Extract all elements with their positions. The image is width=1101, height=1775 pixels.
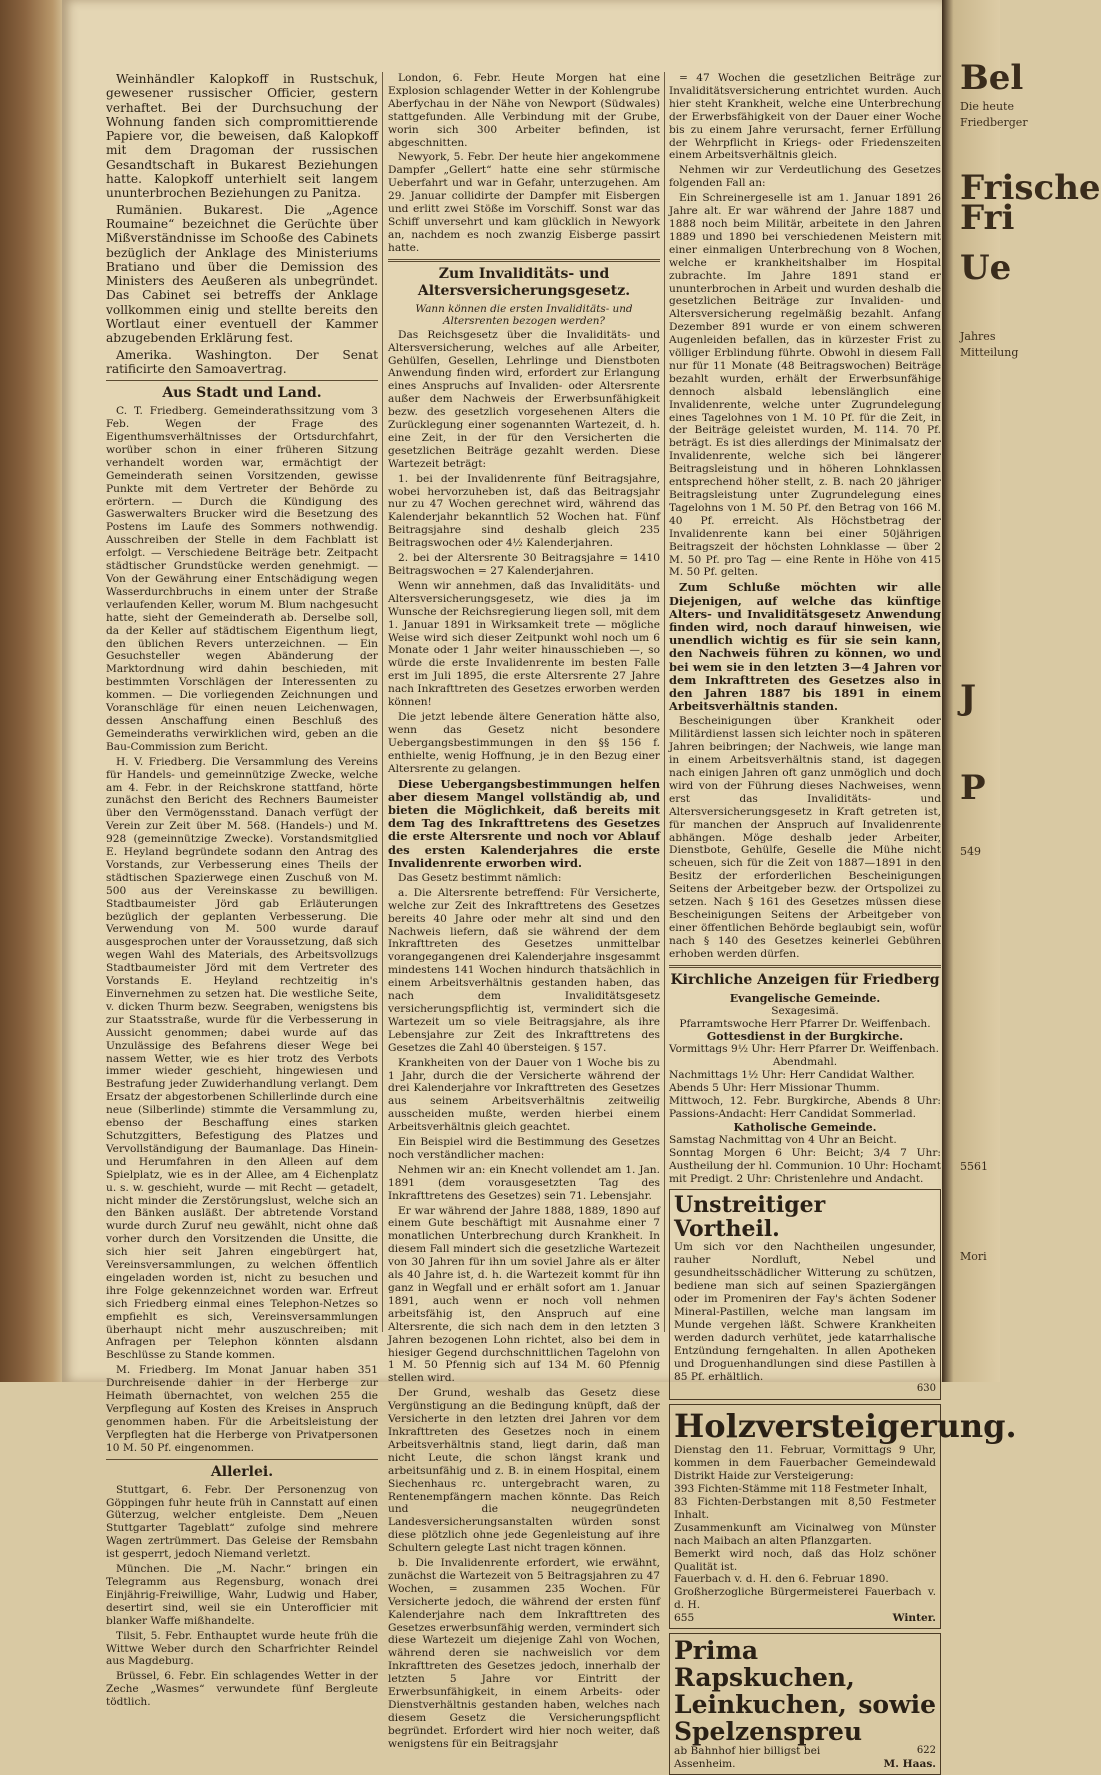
ad-line: Großherzogliche Bürgermeisterei Fauerbach v. d. H.	[674, 1586, 936, 1612]
ad-text: ab Bahnhof hier billigst bei	[674, 1745, 821, 1758]
ad-line: 393 Fichten-Stämme mit 118 Festmeter Inhalt,	[674, 1483, 928, 1496]
article-paragraph: Er war während der Jahre 1888, 1889, 1890 auf einem Gute beschäftigt mit Ausnahme einer 7 monatlichen Unterbrechung durch Krankheit. In diesem Fall mindert sich die gesetzliche Wartezeit von 30 Jahren für ihn um soviel Jahre als er älter als 40 Jahre ist, d. h. die Wartezeit kommt für ihn ganz in Wegfall und er erhält sofort am 1. Januar 1891, auch wenn er noch voll nehmen arbeitsfähig ist, den Anspruch auf eine Altersrente, die sich nach dem in den letzten 3 Jahren bezogenen Lohn richtet, also bei dem in hiesiger Gegend durchschnittlichen Tagelohn von 1 M. 50 Pfennig sich auf 134 M. 60 Pfennig stellen wird.	[388, 1204, 660, 1385]
ad-number: 622	[916, 1745, 936, 1757]
article-paragraph: Brüssel, 6. Febr. Ein schlagendes Wetter in der Zeche „Wasmes“ verwundete fünf Bergleute tödtlich.	[106, 1670, 378, 1709]
divider	[106, 1459, 378, 1460]
ad-line: Bemerkt wird noch, daß das Holz schöner Qualität ist.	[674, 1547, 936, 1573]
ad-location: Assenheim.	[674, 1757, 736, 1770]
edge-fragment: Mori	[960, 1250, 987, 1263]
emphasis-paragraph: Diese Uebergangsbestimmungen helfen aber diesem Mangel vollständig ab, und bieten die Möglichkeit, daß bereits mit dem Tag des Inkrafttretens des Gesetzes die erste Altersrente und noch vor Ablauf des ersten Kalenderjahres die erste Invalidenrente erworben wird.	[388, 776, 660, 870]
article-paragraph: Nehmen wir zur Verdeutlichung des Gesetzes folgenden Fall an:	[669, 164, 941, 190]
edge-fragment: Jahres	[960, 330, 996, 343]
divider	[106, 380, 378, 381]
edge-fragment: 5561	[960, 1160, 988, 1173]
ad-number: 630	[916, 1383, 936, 1395]
article-paragraph: Das Gesetz bestimmt nämlich:	[398, 871, 562, 884]
church-heading: Kirchliche Anzeigen für Friedberg	[670, 971, 940, 988]
church-subheading: Katholische Gemeinde.	[733, 1120, 877, 1134]
column-rule	[664, 72, 665, 1332]
column-2	[388, 72, 660, 1750]
ad-signature: Winter.	[892, 1612, 936, 1625]
divider	[669, 965, 941, 968]
edge-fragment: 549	[960, 845, 981, 858]
advertisement-holzversteigerung	[669, 1404, 1017, 1629]
section-heading: Zum Invaliditäts- und Altersversicherungsgesetz.	[417, 265, 631, 299]
edge-fragment: J	[960, 678, 977, 718]
article-paragraph: Das Reichsgesetz über die Invaliditäts- und Altersversicherung, welches auf alle Arbeiter, Gehülfen, Gesellen, Lehrlinge und Dienstboten Anwendung finden wird, erfordert zur Erlangung eines Anspruchs auf Invaliden- oder Altersrente außer dem Nachweis der Erwerbsunfähigkeit bezw. des gesetzlich vorgesehenen Alters die Zurücklegung einer sogenannten Wartezeit, d. h. eine Zeit, in der für den Versicherten die gesetzlichen Beiträge gezahlt werden. Diese Wartezeit beträgt:	[388, 328, 660, 470]
column-rule	[382, 72, 383, 1332]
ad-number: 655	[674, 1612, 695, 1625]
church-line: Abends 5 Uhr: Herr Missionar Thumm.	[669, 1082, 880, 1095]
edge-fragment: Frische	[960, 168, 1101, 208]
church-line: Nachmittags 1½ Uhr: Herr Candidat Walther.	[669, 1069, 915, 1082]
ad-line: Zusammenkunft am Vicinalweg von Münster nach Maibach an alten Pflanzgarten.	[674, 1521, 936, 1547]
section-subheading: Wann können die ersten Invaliditäts- und Altersrenten bezogen werden?	[415, 302, 633, 327]
article-paragraph: München. Die „M. Nachr.“ bringen ein Telegramm aus Regensburg, wonach drei Einjährig-Freiwillige, Wahr, Ludwig und Haber, desertirt sind, weil sie ein Unterofficier mit blanker Waffe mißhandelte.	[106, 1563, 378, 1627]
article-paragraph: b. Die Invalidenrente erfordert, wie erwähnt, zunächst die Wartezeit von 5 Beitragsjahren zu 47 Wochen, = zusammen 235 Wochen. Für Versicherte jedoch, die während der ersten fünf Kalenderjahre nach dem Inkrafttreten des Gesetzes erwerbsunfähig werden, vermindert sich diese Wartezeit um diejenige Zahl von Wochen, während deren sie nachweislich vor dem Inkrafttreten des Gesetzes jedoch, innerhalb der letzten 5 Jahre vor Eintritt der Erwerbsunfähigkeit, in einem Arbeits- oder Dienstverhältnis gestanden haben, welches nach diesem Gesetz die Versicherungspflicht begründet. Erfordert wird hier noch weiter, daß wenigstens für ein Beitragsjahr	[388, 1557, 660, 1750]
article-paragraph: Tilsit, 5. Febr. Enthauptet wurde heute früh die Wittwe Weber durch den Scharfrichter Reindel aus Magdeburg.	[106, 1629, 378, 1668]
ad-signature: M. Haas.	[883, 1757, 936, 1770]
edge-fragment: Friedberger	[960, 116, 1028, 129]
article-paragraph: Bescheinigungen über Krankheit oder Militärdienst lassen sich leichter noch in späteren Jahren beibringen; der Nachweis, wie lange man in einem Arbeitsverhältnis stand, ist dagegen nach einigen Jahren oft ganz unmöglich und doch wird von der Führung dieses Nachweises, wenn erst das Invaliditäts- und Altersversicherungsgesetz in Kraft getreten ist, für manchen der Anspruch auf Invalidenrente abhängen. Möge deshalb jeder Arbeiter, Dienstbote, Gehülfe, Geselle die Mühe nicht scheuen, sich für die Zeit von 1887—1891 in den Besitz der erforderlichen Bescheinigungen Seitens der Arbeitgeber bezw. der Ortspolizei zu setzen. Nach § 161 des Gesetzes müssen diese Bescheinigungen Seitens der Arbeitgeber von einer öffentlichen Behörde beglaubigt sein, wofür nach § 140 des Gesetzes keinerlei Gebühren erhoben werden dürfen.	[669, 715, 941, 960]
article-paragraph: a. Die Altersrente betreffend: Für Versicherte, welche zur Zeit des Inkrafttretens des Gesetzes bereits 40 Jahre oder mehr alt sind und den Nachweis liefern, daß sie während der dem Inkrafttreten des Gesetzes unmittelbar vorangegangenen drei Kalenderjahre insgesammt mindestens 141 Wochen hindurch thatsächlich in einem Arbeitsverhältnis gestanden haben, das nach dem Invaliditätsgesetz versicherungspflichtig ist, vermindert sich die Wartezeit um so viele Beitragsjahre, als ihre Lebensjahre zur Zeit des Inkrafttretens des Gesetzes die Zahl 40 übersteigen. § 157.	[388, 886, 660, 1054]
article-paragraph: 2. bei der Altersrente 30 Beitragsjahre = 1410 Beitragswochen = 27 Kalenderjahren.	[388, 552, 660, 577]
emphasis-paragraph: Zum Schluße möchten wir alle Diejenigen, auf welche das künftige Alters- und Invaliditätsgesetz Anwendung finden wird, noch darauf hinweisen, wie unendlich wichtig es für sie sein kann, den Nachweis führen zu können, wo und bei wem sie in den letzten 3—4 Jahren vor dem Inkrafttreten des Gesetzes also in den Jahren 1887 bis 1891 in einem Arbeitsverhältnis standen.	[669, 580, 941, 714]
article-paragraph: = 47 Wochen die gesetzlichen Beiträge zur Invaliditätsversicherung entrichtet wurden. Auch hier steht Krankheit, welche eine Unterbrechung der Erwerbsfähigkeit von der Dauer einer Woche bis zu einem Jahre verursacht, ferner Erfüllung der Wehrpflicht in Kriegs- oder Friedenszeiten einem Arbeitsverhältnis gleich.	[669, 72, 941, 162]
edge-fragment: Fri	[960, 198, 1015, 238]
divider	[388, 259, 660, 262]
article-paragraph: Ein Schreinergeselle ist am 1. Januar 1891 26 Jahre alt. Er war während der Jahre 1887 und 1888 noch beim Militär, arbeitete in den Jahren 1889 und 1890 bei verschiedenen Meistern mit einer einmaligen Unterbrechung von 8 Wochen, welche er krankheitshalber im Hospital zubrachte. Im Jahre 1891 stand er ununterbrochen in Arbeit und wurden deshalb die gesetzlichen Beiträge zur Invaliden- und Altersversicherung regelmäßig bezahlt. Anfang Dezember 891 wurde er von einem schweren Augenleiden befallen, das in kürzester Frist zu völliger Erblindung führte. Obwohl in diesem Fall nur für 11 Monate (48 Beitragswochen) Beiträge bezahlt wurden, erhält der Erwerbsunfähige dennoch alsbald lebenslänglich eine Invalidenrente, welche unter Zugrundelegung eines Tagelohnes von 1 M. 10 Pf. für die Zeit, in der Beiträge geleistet wurden, M. 114. 70 Pf. beträgt. Es ist dies allerdings der Minimalsatz der Invalidenrente, welche sich bei längerer Beitragsleistung und in höheren Lohnklassen entsprechend höher stellt, z. B. nach 20 jähriger Beitragsleistung unter Zugrundelegung eines Tagelohns von 1 M. 50 Pf. den Betrag von 166 M. 40 Pf. erreicht. Als Höchstbetrag der Invalidenrente kann bei einer 50jährigen Beitragszeit der höchsten Lohnklasse — über 2 M. 50 Pf. pro Tag — eine Rente in Höhe von 415 M. 50 Pf. gelten.	[669, 192, 941, 579]
adjacent-page-edge	[942, 0, 1101, 1382]
article-paragraph: C. T. Friedberg. Gemeinderathssitzung vom 3 Feb. Wegen der Frage des Eigenthumsverhältnisses der Ortsdurchfahrt, worüber schon in einer früheren Sitzung verhandelt worden war, ermächtigt der Gemeinderath seinen Vorsitzenden, gewisse Punkte mit dem Vertreter der Behörde zu erörtern. — Durch die Kündigung des Gaswerwalters Brucker wird die Besetzung des Postens im Laufe des Sommers nothwendig. Ausschreiben der Stelle in dem Fachblatt ist erfolgt. — Verschiedene Beiträge betr. Zeitpacht städtischer Grundstücke werden genehmigt. — Von der Gewährung einer Entschädigung wegen Wasserdurchbruchs in einem unter der Straße verlaufenden Keller, worum M. Blum nachgesucht hatte, sieht der Gemeinderath ab. Derselbe soll, da der Keller auf städtischem Eigenthum liegt, den üblichen Revers unterzeichnen. — Ein Gesuchsteller wegen Abänderung der Marktordnung wird dahin beschieden, mit bestimmten Vorschlägen der Interessenten zu kommen. — Die vorliegenden Zeichnungen und Voranschläge für einen neuen Leichenwagen, dessen Anschaffung einen Beschluß des Gemeinderaths verwirklichen wird, geben an die Bau-Commission zum Bericht.	[106, 405, 378, 753]
article-paragraph: Rumänien. Bukarest. Die „Agence Roumaine“ bezeichnet die Gerüchte über Mißverständnisse im Schooße des Cabinets bezüglich der Anklage des Ministeriums Bratiano und über die Demission des Ministers des Aeußeren als unbegründet. Das Cabinet sei betreffs der Anklage vollkommen einig und stellte bereits den Wortlaut einer eventuell der Kammer abzugebenden Erklärung fest.	[106, 202, 378, 346]
ad-title: Unstreitiger Vortheil.	[674, 1192, 826, 1243]
book-binding	[0, 0, 62, 1382]
edge-fragment: Mitteilung	[960, 346, 1019, 359]
church-subheading: Evangelische Gemeinde.	[729, 991, 881, 1005]
article-paragraph: Newyork, 5. Febr. Der heute hier angekommene Dampfer „Gellert“ hatte eine sehr stürmische Ueberfahrt und war in Gefahr, unterzugehen. Am 29. Januar collidirte der Dampfer mit Eisbergen und erlitt zwei Stöße im Vorschiff. Sonst war das Schiff unversehrt und kam glücklich in Newyork an, nachdem es noch zwanzig Eisberge passirt hatte.	[388, 151, 660, 254]
section-heading: Allerlei.	[210, 1463, 274, 1480]
ad-text: Dienstag den 11. Februar, Vormittags 9 Uhr, kommen in dem Fauerbacher Gemeindewald Distrikt Haide zur Versteigerung:	[674, 1444, 936, 1483]
section-heading: Aus Stadt und Land.	[162, 385, 322, 402]
ad-line: Fauerbach v. d. H. den 6. Februar 1890.	[674, 1573, 889, 1586]
article-paragraph: Stuttgart, 6. Febr. Der Personenzug von Göppingen fuhr heute früh in Cannstatt auf einen Güterzug, welcher entgleiste. Dem „Neuen Stuttgarter Tageblatt“ zufolge sind mehrere Wagen zertrümmert. Das Geleise der Remsbahn ist gesperrt, jedoch Niemand verletzt.	[106, 1483, 378, 1561]
article-paragraph: London, 6. Febr. Heute Morgen hat eine Explosion schlagender Wetter in der Kohlengrube Aberfychau in der Nähe von Newport (Südwales) stattgefunden. Alle Verbindung mit der Grube, worin sich 300 Arbeiter befinden, ist abgeschnitten.	[388, 72, 660, 149]
church-line: Vormittags 9½ Uhr: Herr Pfarrer Dr. Weiffenbach.	[669, 1043, 939, 1056]
edge-fragment: Bel	[960, 58, 1024, 98]
article-paragraph: Amerika. Washington. Der Senat ratificirte den Samoavertrag.	[106, 347, 378, 376]
ad-title: Prima Rapskuchen, Leinkuchen, sowie Spelzenspreu	[674, 1636, 936, 1747]
article-paragraph: 1. bei der Invalidenrente fünf Beitragsjahre, wobei hervorzuheben ist, daß das Beitragsjahr nur zu 47 Wochen gerechnet wird, während das Kalenderjahr bekanntlich 52 Wochen hat. Fünf Beitragsjahre sind deshalb gleich 235 Beitragswochen oder 4½ Kalenderjahren.	[388, 472, 660, 550]
church-line: Abendmahl.	[772, 1056, 838, 1069]
ad-text: Um sich vor den Nachtheilen ungesunder, rauher Nordluft, Nebel und gesundheitsschädlicher Witterung zu schützen, bediene man sich auf seinen Spaziergängen oder im Promeniren der Fay's ächten Sodener Mineral-Pastillen, welche man langsam im Munde vergehen läßt. Schwere Krankheiten werden dadurch verhütet, jede katarrhalische Entzündung ferngehalten. In allen Apotheken und Droguenhandlungen sind diese Pastillen à 85 Pf. erhältlich.	[674, 1241, 936, 1383]
edge-fragment: Die heute	[960, 100, 1014, 113]
church-line: Pfarramtswoche Herr Pfarrer Dr. Weiffenbach.	[679, 1017, 931, 1030]
article-paragraph: Der Grund, weshalb das Gesetz diese Vergünstigung an die Bedingung knüpft, daß der Versicherte in den letzten drei Jahren vor dem Inkrafttreten des Gesetzes noch in einem Arbeitsverhältnis stand, liegt darin, daß man nicht Leute, die schon längst krank und arbeitsunfähig und z. B. in einem Hospital, einem Siechenhaus rc. untergebracht waren, zu Rentenempfängern machen könnte. Das Reich und die neugegründeten Landesversicherungsanstalten würden sonst diese plötzlich ohne jede Gegenleistung auf ihre Schultern gelegte Last nicht tragen können.	[388, 1387, 660, 1555]
column-1	[106, 72, 378, 1709]
church-line: Samstag Nachmittag von 4 Uhr an Beicht.	[669, 1133, 897, 1146]
article-paragraph: Nehmen wir an: ein Knecht vollendet am 1. Jan. 1891 (dem vorausgesetzten Tag des Inkrafttretens des Gesetzes) sein 71. Lebensjahr.	[388, 1163, 660, 1202]
article-paragraph: Die jetzt lebende ältere Generation hätte also, wenn das Gesetz nicht besondere Uebergangsbestimmungen in den §§ 156 f. enthielte, wenig Hoffnung, je in den Bezug einer Altersrente zu gelangen.	[388, 710, 660, 775]
ad-line: 83 Fichten-Derbstangen mit 8,50 Festmeter Inhalt.	[674, 1495, 936, 1521]
article-paragraph: Ein Beispiel wird die Bestimmung des Gesetzes noch verständlicher machen:	[388, 1136, 660, 1161]
advertisement-rapskuchen	[669, 1633, 941, 1775]
edge-fragment: P	[960, 768, 986, 808]
advertisement-pastillen	[669, 1189, 941, 1400]
article-paragraph: Krankheiten von der Dauer von 1 Woche bis zu 1 Jahr, durch die der Versicherte während der drei Kalenderjahre vor Inkrafttreten des Gesetzes aus seinem Arbeitsverhältnis zeitweilig ausscheiden mußte, werden hierbei einem Arbeitsverhältnis gleich geachtet.	[388, 1056, 660, 1134]
church-line: Mittwoch, 12. Febr. Burgkirche, Abends 8 Uhr: Passions-Andacht: Herr Candidat Sommerlad.	[669, 1095, 941, 1120]
church-day: Sexagesimä.	[771, 1004, 839, 1017]
edge-fragment: Ue	[960, 248, 1012, 288]
article-paragraph: M. Friedberg. Im Monat Januar haben 351 Durchreisende dahier in der Herberge zur Heimath übernachtet, von welchen 255 die Verpflegung auf Kosten des Kreises in Anspruch genommen haben. Für die Arbeitsleistung der Verpflegten hat die Herberge von Privatpersonen 10 M. 50 Pf. eingenommen.	[106, 1364, 378, 1454]
ad-title: Holzversteigerung.	[674, 1407, 1017, 1446]
church-line: Gottesdienst in der Burgkirche.	[706, 1030, 904, 1044]
church-line: Sonntag Morgen 6 Uhr: Beicht; 3/4 7 Uhr: Austheilung der hl. Communion. 10 Uhr: Hochamt mit Predigt. 2 Uhr: Christenlehre und Andacht.	[669, 1146, 941, 1185]
article-paragraph: Wenn wir annehmen, daß das Invaliditäts- und Altersversicherungsgesetz, wie dies ja im Wunsche der Reichsregierung liegen soll, mit dem 1. Januar 1891 in Wirksamkeit trete — mögliche Weise wird sich dieser Zeitpunkt wohl noch um 6 Monate oder 1 Jahr weiter hinausschieben —, so würde die erste Invalidenrente im besten Falle erst im Juli 1895, die erste Altersrente 27 Jahre nach Inkrafttreten des Gesetzes erworben werden können!	[388, 579, 660, 709]
article-paragraph: Weinhändler Kalopkoff in Rustschuk, gewesener russischer Officier, gestern verhaftet. Bei der Durchsuchung der Wohnung fanden sich compromittierende Papiere vor, die beweisen, daß Kalopkoff mit dem Dragoman der russischen Gesandtschaft in Bukarest Beziehungen hatte. Kalopkoff unterhielt seit langem ununterbrochen Beziehungen zu Panitza.	[106, 72, 378, 201]
article-paragraph: H. V. Friedberg. Die Versammlung des Vereins für Handels- und gemeinnützige Zwecke, welche am 4. Febr. in der Reichskrone stattfand, hörte zunächst den Bericht des Rechners Baumeister über den Vermögensstand. Danach verfügt der Verein zur Zeit über M. 568. (Handels-) und M. 928 (gemeinnützige Zwecke). Vorstandsmitglied E. Heyland begründete sodann den Antrag des Vorstands, zur Verbesserung eines Theils der städtischen Spazierwege einen Zuschuß von M. 500 aus der Vereinskasse zu bewilligen. Stadtbaumeister Jörd gab Erläuterungen bezüglich der geplanten Verbesserung. Die Verwendung von M. 500 wurde darauf ausgesprochen unter der Voraussetzung, daß sich wegen Wahl des Materials, des Arbeitsvollzugs Stadtbaumeister Jörd mit dem Vertreter des Vorstands E. Heyland rechtzeitig in's Einvernehmen zu setzen hat. Die westliche Seite, v. dicken Thurm bezw. Seegraben, wenigstens bis zur Staatsstraße, wurde für die Verbesserung in Aussicht genommen; dabei wurde auf das Unzulässige des Befahrens dieser Wege bei nassem Wetter, wie es hier trotz des Verbots immer wieder geschieht, hingewiesen und Bestrafung jeder Zuwiderhandlung verlangt. Dem Ersatz der abgestorbenen Schillerlinde durch eine neue (Silberlinde) stimmte die Versammlung zu, ebenso der Beschaffung eines starken Schutzgitters, Befestigung des Platzes und Vervollständigung der Baumanlage. Das Hinein- und Herumfahren in den Alleen auf dem Spielplatz, wie es in der Allee, am 4 Eichenplatz u. s. w. geschieht, wurde — mit Recht — getadelt, nicht minder die Zerstörungslust, welche sich an den Bänken ausläßt. Der abtretende Vorstand wurde durch Zuruf neu gewählt, nicht ohne daß vorher durch den Vorsitzenden die Unsitte, die sich hier seit Jahren eingebürgert hat, Vereinsversammlungen, zu welchen öffentlich eingeladen worden ist, nicht zu besuchen und ihre Folge gekennzeichnet worden war. Erfreut sich Friedberg einmal eines Telephon-Netzes so empfiehlt es sich, Vereinsversammlungen überhaupt nicht mehr auszuschreiben; mit Anfragen per Telephon könnten alsdann Beschlüsse zu Stande kommen.	[106, 755, 378, 1362]
